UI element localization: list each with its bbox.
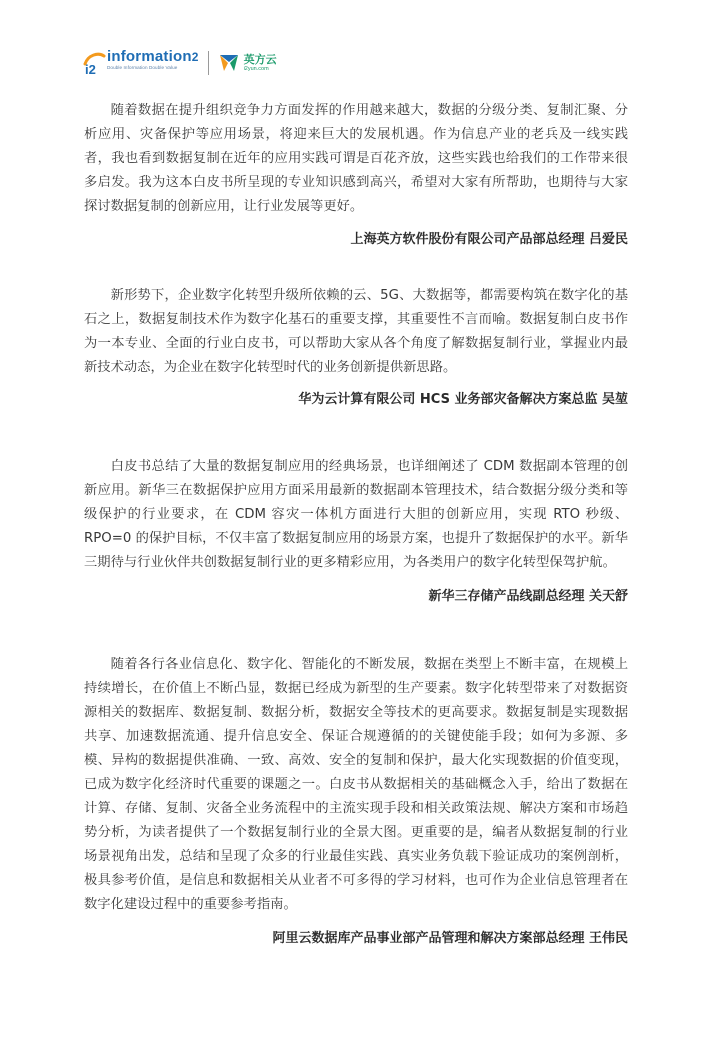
yingfang-cloud-logo <box>218 52 277 74</box>
testimonial-signature: 新华三存储产品线副总经理 关天舒 <box>428 589 628 604</box>
yingfang-mark-icon <box>218 52 240 74</box>
testimonial-4 <box>84 653 628 917</box>
logo-divider <box>208 51 209 75</box>
testimonial-signature: 阿里云数据库产品事业部产品管理和解决方案部总经理 王伟民 <box>272 931 628 946</box>
testimonial-3 <box>84 455 628 575</box>
testimonial-2 <box>84 284 628 380</box>
i2-logo <box>82 49 199 77</box>
i2-mark-icon <box>82 49 106 75</box>
page-header <box>82 49 277 77</box>
testimonial-text: 新形势下，企业数字化转型升级所依赖的云、5G、大数据等，都需要构筑在数字化的基石之上，数据复制技术作为数字化基石的重要支撑，其重要性不言而喻。数据复制白皮书作为一本专业、全面的行业白皮书，可以帮助大家从各个角度了解数据复制行业，掌握业内最新技术动态，为企业在数字化转型时代的业务创新提供新思路。 <box>84 288 628 375</box>
testimonial-1 <box>84 99 628 219</box>
testimonial-text: 白皮书总结了大量的数据复制应用的经典场景，也详细阐述了 CDM 数据副本管理的创新应用。新华三在数据保护应用方面采用最新的数据副本管理技术，结合数据分级分类和等级保护的行业要求，在 CDM 容灾一体机方面进行大胆的创新应用，实现 RTO 秒级、RPO=0 的保护目标，不仅丰富了数据复制应用的场景方案，也提升了数据保护的水平。新华三期待与行业伙伴共创数据复制行业的更多精彩应用，为各类用户的数字化转型保驾护航。 <box>84 459 628 570</box>
yingfang-logo-name: 英方云 <box>243 52 277 66</box>
testimonial-text: 随着数据在提升组织竞争力方面发挥的作用越来越大，数据的分级分类、复制汇聚、分析应用、灾备保护等应用场景，将迎来巨大的发展机遇。作为信息产业的老兵及一线实践者，我也看到数据复制在近年的应用实践可谓是百花齐放，这些实践也给我们的工作带来很多启发。我为这本白皮书所呈现的专业知识感到高兴，希望对大家有所帮助，也期待与大家探讨数据复制的创新应用，让行业发展等更好。 <box>84 103 628 214</box>
testimonial-signature: 上海英方软件股份有限公司产品部总经理 吕爱民 <box>350 232 628 247</box>
svg-text:i2: i2 <box>85 62 96 75</box>
i2-logo-slogan: Double Information Double Value <box>107 65 178 70</box>
yingfang-logo-url: i2yun.com <box>243 65 269 72</box>
testimonial-text: 随着各行各业信息化、数字化、智能化的不断发展，数据在类型上不断丰富，在规模上持续增长，在价值上不断凸显，数据已经成为新型的生产要素。数字化转型带来了对数据资源相关的数据库、数据复制、数据分析，数据安全等技术的更高要求。数据复制是实现数据共享、加速数据流通、提升信息安全、保证合规遵循的的关键使能手段；如何为多源、多模、异构的数据提供准确、一致、高效、安全的复制和保护，最大化实现数据的价值变现，已成为数字化经济时代重要的课题之一。白皮书从数据相关的基础概念入手，给出了数据在计算、存储、复制、灾备全业务流程中的主流实现手段和相关政策法规、解决方案和市场趋势分析，为读者提供了一个数据复制行业的全景大图。更重要的是，编者从数据复制的行业场景视角出发，总结和呈现了众多的行业最佳实践、真实业务负载下验证成功的案例剖析，极具参考价值，是信息和数据相关从业者不可多得的学习材料，也可作为企业信息管理者在数字化建设过程中的重要参考指南。 <box>84 657 628 912</box>
i2-logo-name: information$^2$ <box>107 48 199 65</box>
testimonial-signature: 华为云计算有限公司 HCS 业务部灾备解决方案总监 吴堃 <box>298 392 628 407</box>
